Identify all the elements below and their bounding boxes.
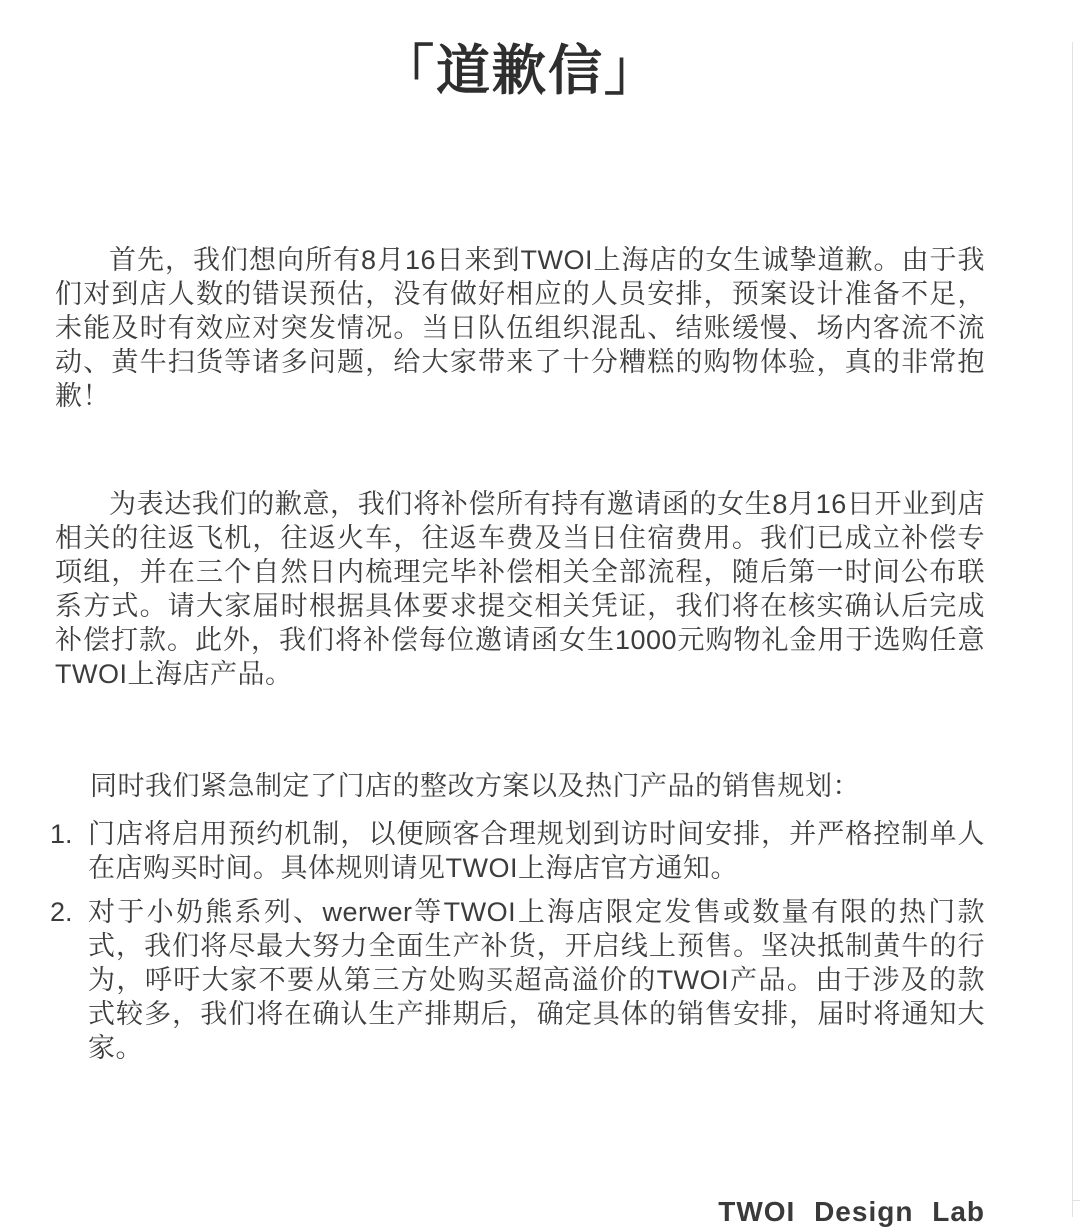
paragraph-compensation: 为表达我们的歉意，我们将补偿所有持有邀请函的女生8月16日开业到店相关的往返飞机，往返火车，往返车费及当日住宿费用。我们已成立补偿专项组，并在三个自然日内梳理完毕补偿相关全部流程，随后第一时间公布联系方式。请大家届时根据具体要求提交相关凭证，我们将在核实确认后完成补偿打款。此外，我们将补偿每位邀请函女生1000元购物礼金用于选购任意TWOI上海店产品。 [55, 489, 985, 690]
signature: TWOI Design Lab [718, 1196, 985, 1228]
paragraph-apology: 首先，我们想向所有8月16日来到TWOI上海店的女生诚挚道歉。由于我们对到店人数的错误预估，没有做好相应的人员安排，预案设计准备不足，未能及时有效应对突发情况。当日队伍组织混乱、结账缓慢、场内客流不流动、黄牛扫货等诸多问题，给大家带来了十分糟糕的购物体验，真的非常抱歉！ [55, 245, 985, 412]
list-item-text: 门店将启用预约机制，以便顾客合理规划到访时间安排，并严格控制单人在店购买时间。具体规则请见TWOI上海店官方通知。 [88, 819, 985, 884]
list-item [50, 895, 985, 1065]
page-edge-line-vertical [1072, 42, 1073, 1217]
page-title: 「道歉信」 [380, 41, 660, 101]
page-edge-line-horizontal [1072, 1200, 1080, 1201]
paragraph-plan-intro: 同时我们紧急制定了门店的整改方案以及热门产品的销售规划： [90, 771, 860, 802]
ordered-list [50, 817, 985, 1065]
apology-letter-document [0, 41, 1080, 1228]
list-item-number: 2. [50, 897, 73, 928]
list-item [50, 817, 985, 885]
list-item-text: 对于小奶熊系列、werwer等TWOI上海店限定发售或数量有限的热门款式，我们将尽最大努力全面生产补货，开启线上预售。坚决抵制黄牛的行为，呼吁大家不要从第三方处购买超高溢价的TWOI产品。由于涉及的款式较多，我们将在确认生产排期后，确定具体的销售安排，届时将通知大家。 [88, 897, 985, 1064]
list-item-number: 1. [50, 819, 73, 850]
